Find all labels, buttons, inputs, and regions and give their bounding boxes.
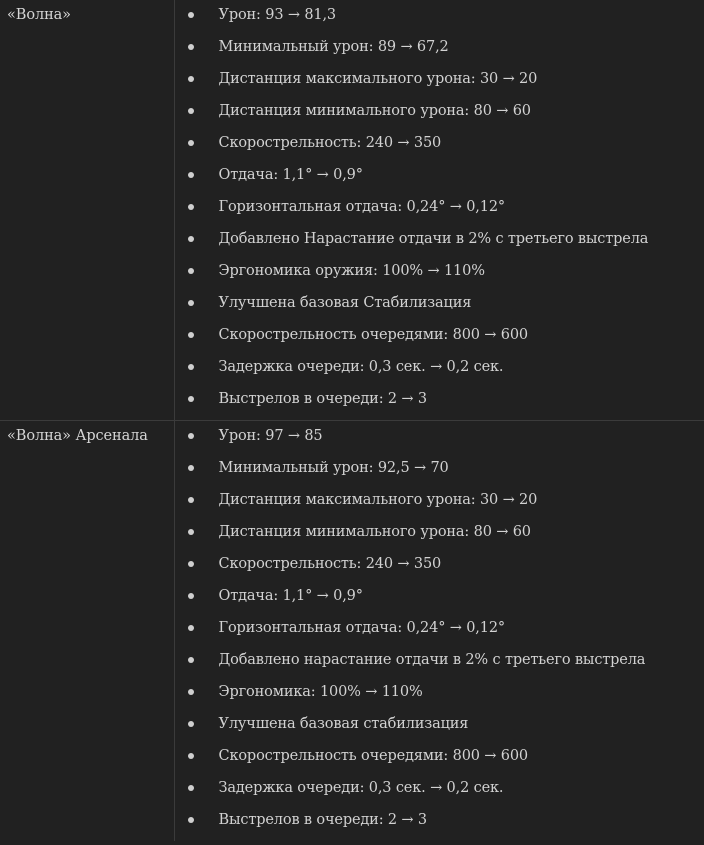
stat-text: Выстрелов в очереди: 2 → 3 xyxy=(218,391,427,407)
bullet-icon xyxy=(188,268,194,274)
stat-text: Горизонтальная отдача: 0,24° → 0,12° xyxy=(218,620,506,636)
stat-text: Дистанция максимального урона: 30 → 20 xyxy=(218,492,538,508)
stat-text: Улучшена базовая стабилизация xyxy=(218,716,469,732)
stat-text: Отдача: 1,1° → 0,9° xyxy=(218,588,363,604)
list-item xyxy=(175,68,704,100)
bullet-icon xyxy=(188,785,194,791)
stat-text: Выстрелов в очереди: 2 → 3 xyxy=(218,812,427,828)
list-item xyxy=(175,777,704,809)
table-row-weapon-volna-arsenal xyxy=(0,421,704,842)
stat-text: Улучшена базовая Стабилизация xyxy=(218,295,472,311)
list-item xyxy=(175,489,704,521)
stat-text: Минимальный урон: 92,5 → 70 xyxy=(218,460,449,476)
bullet-icon xyxy=(188,817,194,823)
bullet-icon xyxy=(188,689,194,695)
list-item xyxy=(175,292,704,324)
bullet-icon xyxy=(188,396,194,402)
list-item xyxy=(175,228,704,260)
bullet-icon xyxy=(188,204,194,210)
list-item xyxy=(175,617,704,649)
stat-list xyxy=(175,421,704,841)
stat-text: Задержка очереди: 0,3 сек. → 0,2 сек. xyxy=(218,780,504,796)
bullet-icon xyxy=(188,44,194,50)
bullet-icon xyxy=(188,465,194,471)
stat-text: Добавлено нарастание отдачи в 2% с третьего выстрела xyxy=(218,652,646,668)
stat-text: Скорострельность очередями: 800 → 600 xyxy=(218,748,528,764)
bullet-icon xyxy=(188,753,194,759)
list-item xyxy=(175,164,704,196)
bullet-icon xyxy=(188,300,194,306)
table-row-weapon-volna xyxy=(0,0,704,421)
stat-text: Урон: 97 → 85 xyxy=(218,428,323,444)
bullet-icon xyxy=(188,433,194,439)
list-item xyxy=(175,324,704,356)
stat-text: Добавлено Нарастание отдачи в 2% с третьего выстрела xyxy=(218,231,649,247)
list-item xyxy=(175,36,704,68)
stat-text: Эргономика: 100% → 110% xyxy=(218,684,423,700)
bullet-icon xyxy=(188,721,194,727)
stat-text: Скорострельность очередями: 800 → 600 xyxy=(218,327,528,343)
list-item xyxy=(175,260,704,292)
weapon-name-cell xyxy=(0,421,174,842)
stat-text: Задержка очереди: 0,3 сек. → 0,2 сек. xyxy=(218,359,504,375)
bullet-icon xyxy=(188,593,194,599)
stat-list xyxy=(175,0,704,420)
list-item xyxy=(175,457,704,489)
stat-text: Скорострельность: 240 → 350 xyxy=(218,556,442,572)
stats-cell xyxy=(174,421,704,842)
list-item xyxy=(175,196,704,228)
bullet-icon xyxy=(188,172,194,178)
stat-text: Горизонтальная отдача: 0,24° → 0,12° xyxy=(218,199,506,215)
bullet-icon xyxy=(188,236,194,242)
bullet-icon xyxy=(188,12,194,18)
list-item xyxy=(175,4,704,36)
bullet-icon xyxy=(188,140,194,146)
stat-text: Дистанция минимального урона: 80 → 60 xyxy=(218,103,531,119)
stat-text: Урон: 93 → 81,3 xyxy=(218,7,337,23)
weapon-name: «Волна» xyxy=(7,7,71,23)
list-item xyxy=(175,388,704,420)
weapon-name: «Волна» Арсенала xyxy=(7,428,148,444)
list-item xyxy=(175,745,704,777)
list-item xyxy=(175,521,704,553)
bullet-icon xyxy=(188,76,194,82)
bullet-icon xyxy=(188,657,194,663)
list-item xyxy=(175,132,704,164)
list-item xyxy=(175,649,704,681)
bullet-icon xyxy=(188,108,194,114)
list-item xyxy=(175,100,704,132)
list-item xyxy=(175,553,704,585)
stat-text: Дистанция максимального урона: 30 → 20 xyxy=(218,71,538,87)
stat-text: Дистанция минимального урона: 80 → 60 xyxy=(218,524,531,540)
stats-cell xyxy=(174,0,704,421)
stat-text: Минимальный урон: 89 → 67,2 xyxy=(218,39,449,55)
list-item xyxy=(175,809,704,841)
bullet-icon xyxy=(188,497,194,503)
bullet-icon xyxy=(188,625,194,631)
list-item xyxy=(175,681,704,713)
stat-text: Эргономика оружия: 100% → 110% xyxy=(218,263,485,279)
weapon-name-cell xyxy=(0,0,174,421)
list-item xyxy=(175,425,704,457)
list-item xyxy=(175,356,704,388)
bullet-icon xyxy=(188,332,194,338)
bullet-icon xyxy=(188,529,194,535)
list-item xyxy=(175,585,704,617)
stat-text: Отдача: 1,1° → 0,9° xyxy=(218,167,363,183)
bullet-icon xyxy=(188,561,194,567)
bullet-icon xyxy=(188,364,194,370)
list-item xyxy=(175,713,704,745)
stat-text: Скорострельность: 240 → 350 xyxy=(218,135,442,151)
